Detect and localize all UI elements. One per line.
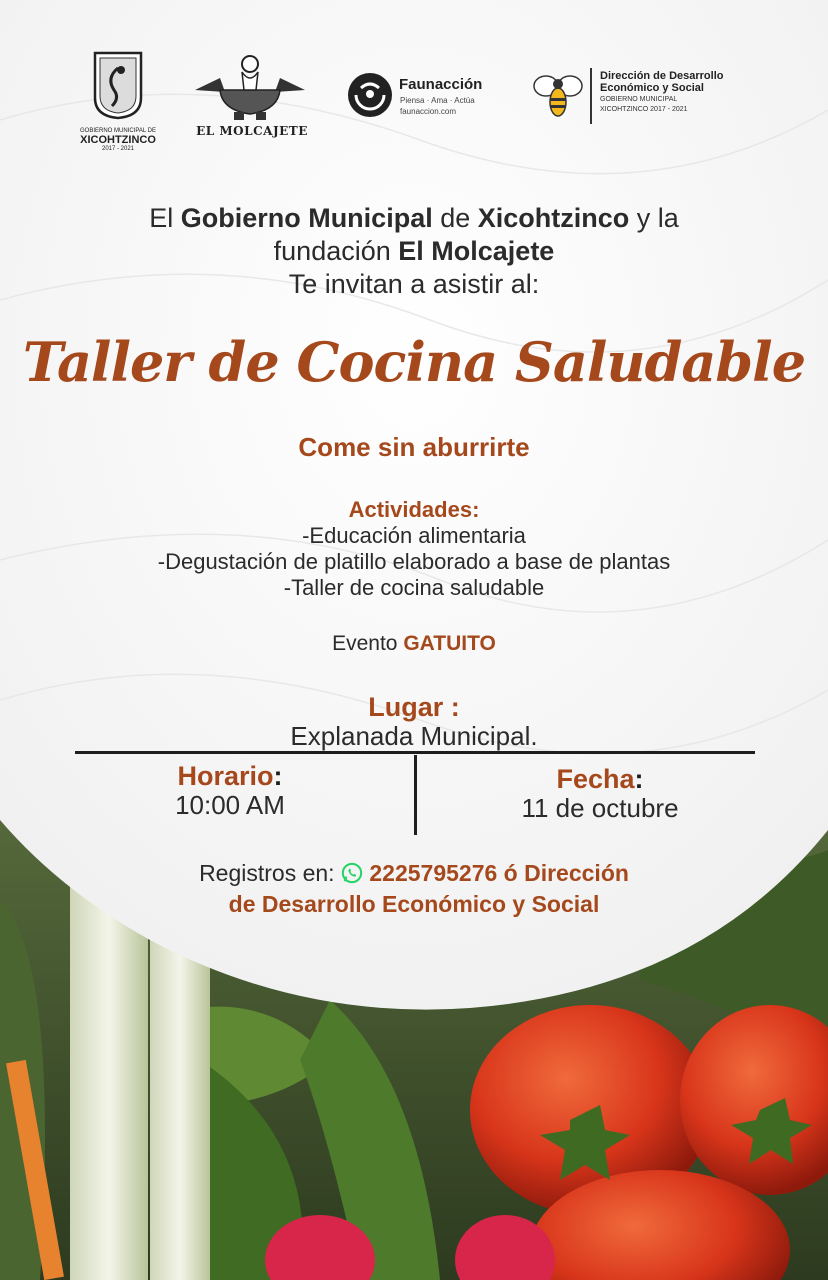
free-prefix: Evento (332, 632, 404, 655)
fecha-label: Fecha (556, 764, 635, 794)
xicohtzinco-logo (70, 50, 166, 152)
registro-contact: 2225795276 ó Dirección (369, 860, 629, 886)
event-subtitle: Come sin aburrirte (298, 432, 530, 462)
registro-office: de Desarrollo Económico y Social (228, 891, 600, 917)
intro-p3: y la (629, 203, 679, 233)
free-event (0, 632, 828, 656)
intro-foundation: El Molcajete (398, 236, 555, 266)
intro-line2 (0, 235, 828, 268)
event-title: Taller de Cocina Saludable (22, 330, 806, 394)
horario-label-line (130, 762, 330, 791)
logos-bar (0, 40, 828, 160)
vertical-divider (414, 755, 417, 835)
faunaccion-name: Faunacción (399, 76, 483, 93)
intro-p4: fundación (273, 236, 399, 266)
direccion-line3: GOBIERNO MUNICIPAL (600, 96, 678, 103)
whatsapp-icon (341, 862, 363, 884)
molcajete-name: EL MOLCAJETE (196, 124, 308, 138)
intro-gov: Gobierno Municipal (180, 203, 433, 233)
fecha-value: 11 de octubre (521, 793, 679, 823)
registro (0, 858, 828, 920)
lugar-block (0, 692, 828, 750)
molcajete-logo-icon (190, 50, 310, 124)
registro-prefix: Registros en: (199, 860, 341, 886)
intro-town: Xicohtzinco (477, 203, 630, 233)
horario-colon: : (273, 761, 283, 791)
activities (0, 497, 828, 601)
direccion-line2: Económico y Social (600, 82, 704, 94)
intro-text (0, 202, 828, 301)
faunaccion-tagline: Piensa · Ama · Actúa (400, 96, 475, 105)
activity-item: -Taller de cocina saludable (283, 575, 545, 600)
activities-heading: Actividades: (348, 497, 480, 522)
gov-years: 2017 - 2021 (101, 146, 135, 152)
fecha-label-line (490, 765, 710, 794)
registro-line1 (0, 858, 828, 889)
free-word: GATUITO (403, 632, 496, 655)
gov-line1: GOBIERNO MUNICIPAL DE (79, 128, 156, 134)
horizontal-divider (75, 751, 755, 754)
fecha-block (490, 765, 710, 822)
activity-item: -Degustación de platillo elaborado a base de plantas (157, 549, 671, 574)
gov-shield-icon (92, 50, 144, 120)
bee-logo-icon (530, 68, 586, 128)
horario-label: Horario (177, 761, 274, 791)
lugar-value: Explanada Municipal. (290, 721, 538, 751)
direccion-line4: XICOHTZINCO 2017 - 2021 (600, 106, 688, 113)
horario-value: 10:00 AM (175, 790, 285, 820)
intro-line1 (0, 202, 828, 235)
direccion-line1: Dirección de Desarrollo (600, 70, 724, 82)
lugar-label: Lugar : (368, 692, 460, 722)
intro-p1: El (149, 203, 181, 233)
registro-line2 (0, 889, 828, 920)
faunaccion-url: faunaccion.com (400, 107, 457, 116)
intro-p2: de (432, 203, 478, 233)
fecha-colon: : (634, 764, 644, 794)
intro-line3: Te invitan a asistir al: (288, 269, 540, 299)
horario-block (130, 762, 330, 819)
faunaccion-logo-icon (347, 72, 393, 118)
gov-name: XICOHTZINCO (80, 134, 156, 146)
molcajete-logo (190, 50, 314, 138)
activity-item: -Educación alimentaria (302, 523, 526, 548)
